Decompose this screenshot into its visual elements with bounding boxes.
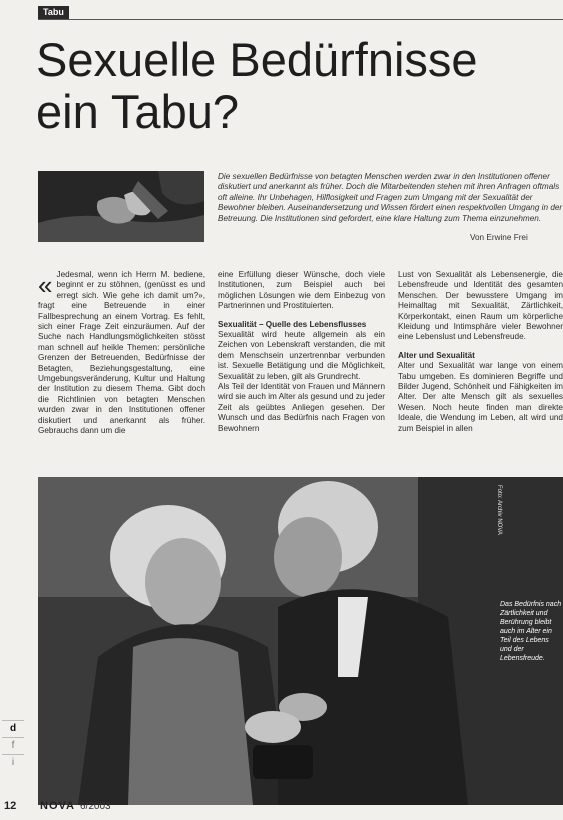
quote-mark-icon: « xyxy=(38,270,53,300)
author-byline: Von Erwine Frei xyxy=(470,233,528,242)
text-column-2 xyxy=(218,270,385,434)
intro-text: Die sexuellen Bedürfnisse von betagten Menschen werden zwar in den Institutionen offener diskutiert und anerkannt als früher. Doch die Mitarbeitenden stehen mit ihren Anfragen oftmals oft alleine. Ihr Unbehagen, Hilflosigkeit und Fragen zum Umgang mit der Sexualität der Bewohner bleiben. Auseinandersetzung und Wissen fördert einen respektvollen Umgang in der Betreuung. Die Institutionen sind gefordert, eine klare Haltung zum Thema einzunehmen. xyxy=(218,172,563,223)
elderly-couple-photo xyxy=(38,477,563,805)
page-number: 12 xyxy=(4,800,17,812)
title-line-2: ein Tabu? xyxy=(36,85,239,138)
language-tabs xyxy=(2,720,28,771)
column-3-paragraph-1: Lust von Sexualität als Lebensenergie, die Lebensfreude und Identität des gesamten Menschen. Der bewusstere Umgang im Heimalltag mit Sexualität, Zärtlichkeit, Körperkontakt, einen Raum um körperliche Kleidung und Intimsphäre vieler Bewohner eine Lebenslust und Lebensfreude. xyxy=(398,270,563,342)
language-tab-d[interactable]: d xyxy=(2,720,24,737)
column-2-paragraph-3: Als Teil der Identität von Frauen und Männern wird sie auch im Alter als gesund und zu jeder Zeit als geübtes Anliegen gesehen. Der Wunsch und das Bedürfnis nach Fragen von Bewohnern xyxy=(218,382,385,433)
column-3-subheading: Alter und Sexualität xyxy=(398,350,475,360)
issue-number: 6/2003 xyxy=(80,801,111,812)
column-2-paragraph-1: eine Erfüllung dieser Wünsche, doch viele Institutionen, zum Beispiel auch bei möglichen Lösungen wie dem Einbezug von Partnerinnen und Prostituierten. xyxy=(218,270,385,311)
magazine-name: NOVA xyxy=(40,800,75,812)
elderly-couple-illustration xyxy=(38,477,563,805)
language-tab-i[interactable]: i xyxy=(2,754,24,771)
article-title xyxy=(36,34,546,138)
text-column-1 xyxy=(38,270,205,437)
language-tab-f[interactable]: f xyxy=(2,737,24,754)
column-3-paragraph-2: Alter und Sexualität war lange von einem Tabu umgeben. Es dominieren Begriffe und Bilder Jugend, Schönheit und Fähigkeiten im Alter. Der alte Mensch gilt als sexuelles Wesen. Noch heute finden man direkte Ideale, die Wendung im Leben, alt wird und zum Beispiel in allen xyxy=(398,361,563,433)
column-2-subheading: Sexualität – Quelle des Lebensflusses xyxy=(218,319,367,329)
photo-credit: Foto: Archiv NOVA xyxy=(496,485,502,535)
section-tag: Tabu xyxy=(38,6,69,19)
hands-photo xyxy=(38,171,204,242)
hands-photo-illustration xyxy=(38,171,204,242)
column-1-paragraph: Jedesmal, wenn ich Herrn M. bediene, beginnt er zu stöhnen, (genüsst es und erregt sich. Wie gehe ich damit um?», fragt eine Betreuende in einer Fallbesprechung an einem Vortrag. Es fehlt, sich einer Frage Zeit einzuräumen. Auf der Suche nach Handlungsmöglichkeiten stösst man schnell auf heikle Themen: persönliche Grenzen der Betreuenden, Bedürfnisse der Betagten, Beziehungsgestaltung, eine Umgebungsveränderung, Kultur und Haltung der Institution zu diesem Thema. Gibt doch die Richtlinien von betagten Menschen wurden zwar in den Institutionen offener diskutiert und anerkannt als früher. Gebrauchs dann um die xyxy=(38,270,205,436)
title-line-1: Sexuelle Bedürfnisse xyxy=(36,33,478,86)
header-rule xyxy=(38,19,563,20)
photo-caption: Das Bedürfnis nach Zärtlichkeit und Berührung bleibt auch im Alter ein Teil des Lebens und der Lebensfreude. xyxy=(500,601,562,662)
text-column-3 xyxy=(398,270,563,434)
column-2-paragraph-2: Sexualität wird heute allgemein als ein Zeichen von Lebenskraft verstanden, die mit dem Menschsein unzertrennbar verbunden ist. Sexuelle Betätigung und die Möglichkeit, Sexualität zu leben, gilt als Grundrecht. xyxy=(218,330,385,381)
